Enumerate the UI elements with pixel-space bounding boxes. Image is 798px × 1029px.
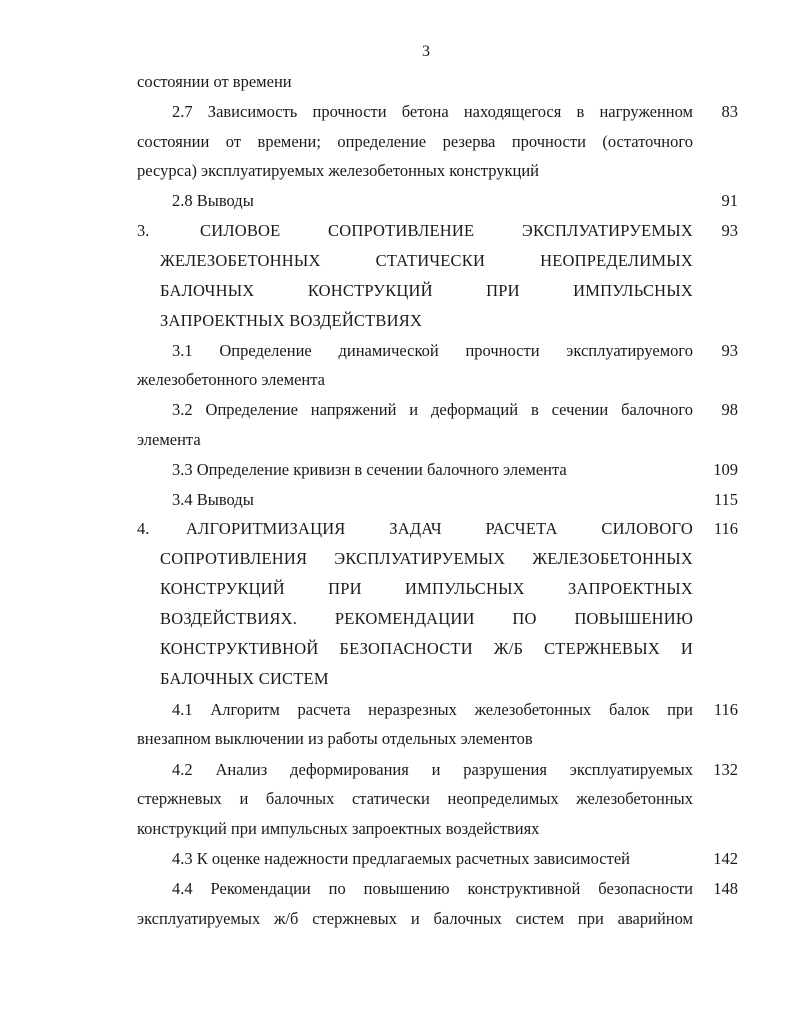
toc-page-number: 93 [721, 341, 738, 360]
toc-line: железобетонного элемента [137, 370, 325, 389]
toc-line: эксплуатируемых ж/б стержневых и балочных систем при аварийном [137, 909, 693, 928]
toc-page-number: 83 [721, 102, 738, 121]
toc-line: элемента [137, 430, 201, 449]
toc-page-number: 98 [721, 400, 738, 419]
chapter-number: 4. [137, 519, 150, 538]
chapter-title-line: КОНСТРУКЦИЙ ПРИ ИМПУЛЬСНЫХ ЗАПРОЕКТНЫХ [160, 579, 693, 598]
chapter-title-line: БАЛОЧНЫХ СИСТЕМ [160, 669, 329, 688]
toc-line: состоянии от времени; определение резерва прочности (остаточного [137, 132, 693, 151]
toc-page-number: 109 [713, 460, 738, 479]
chapter-title-line: БАЛОЧНЫХ КОНСТРУКЦИЙ ПРИ ИМПУЛЬСНЫХ [160, 281, 693, 300]
toc-page-number: 116 [713, 700, 738, 719]
toc-line: 2.8 Выводы [172, 191, 254, 210]
toc-line: 4.3 К оценке надежности предлагаемых расчетных зависимостей [172, 849, 630, 868]
toc-page-number: 148 [713, 879, 738, 898]
toc-line: 3.2 Определение напряжений и деформаций в сечении балочного [172, 400, 693, 419]
chapter-title-line: СИЛОВОЕ СОПРОТИВЛЕНИЕ ЭКСПЛУАТИРУЕМЫХ [200, 221, 693, 240]
toc-line: ресурса) эксплуатируемых железобетонных конструкций [137, 161, 539, 180]
chapter-title-line: ВОЗДЕЙСТВИЯХ. РЕКОМЕНДАЦИИ ПО ПОВЫШЕНИЮ [160, 609, 693, 628]
toc-page-number: 91 [721, 191, 738, 210]
toc-page-number: 132 [713, 760, 738, 779]
toc-line: 3.1 Определение динамической прочности эксплуатируемого [172, 341, 693, 360]
toc-line: 3.4 Выводы [172, 490, 254, 509]
chapter-title-line: КОНСТРУКТИВНОЙ БЕЗОПАСНОСТИ Ж/Б СТЕРЖНЕВЫХ И [160, 639, 693, 658]
chapter-title-line: ЗАПРОЕКТНЫХ ВОЗДЕЙСТВИЯХ [160, 311, 423, 330]
toc-line: 4.2 Анализ деформирования и разрушения эксплуатируемых [172, 760, 693, 779]
toc-page-number: 142 [713, 849, 738, 868]
toc-line: 4.1 Алгоритм расчета неразрезных железобетонных балок при [172, 700, 693, 719]
toc-line: 2.7 Зависимость прочности бетона находящегося в нагруженном [172, 102, 693, 121]
toc-line: состоянии от времени [137, 72, 292, 91]
toc-line: стержневых и балочных статически неопределимых железобетонных [137, 789, 693, 808]
toc-line: 3.3 Определение кривизн в сечении балочного элемента [172, 460, 567, 479]
chapter-title-line: АЛГОРИТМИЗАЦИЯ ЗАДАЧ РАСЧЕТА СИЛОВОГО [186, 519, 693, 538]
chapter-title-line: ЖЕЛЕЗОБЕТОННЫХ СТАТИЧЕСКИ НЕОПРЕДЕЛИМЫХ [160, 251, 693, 270]
toc-line: конструкций при импульсных запроектных воздействиях [137, 819, 540, 838]
chapter-number: 3. [137, 221, 150, 240]
chapter-title-line: СОПРОТИВЛЕНИЯ ЭКСПЛУАТИРУЕМЫХ ЖЕЛЕЗОБЕТОННЫХ [160, 549, 693, 568]
toc-page-number: 115 [713, 490, 738, 509]
toc-line: внезапном выключении из работы отдельных элементов [137, 729, 533, 748]
toc-line: 4.4 Рекомендации по повышению конструктивной безопасности [172, 879, 693, 898]
page-number: 3 [422, 43, 430, 60]
toc-page-number: 116 [713, 519, 738, 538]
toc-page-number: 93 [721, 221, 738, 240]
